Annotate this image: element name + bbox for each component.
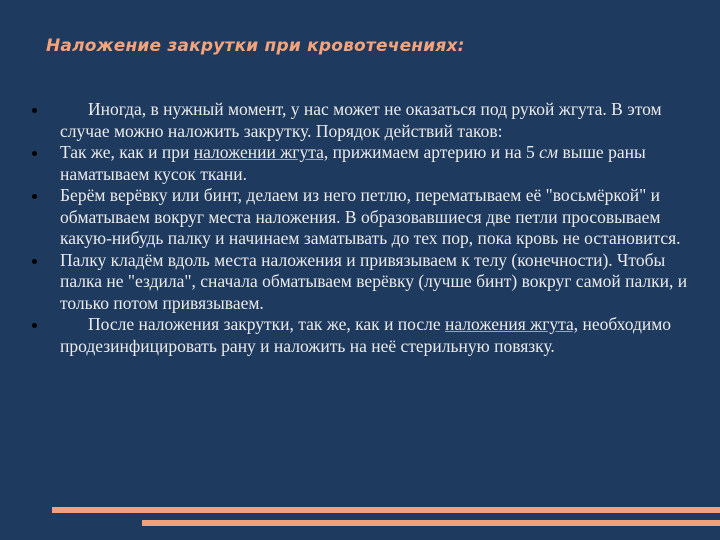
decorative-bar-top xyxy=(52,507,720,513)
bullet-text-3: Берём верёвку или бинт, делаем из него петлю, перематываем её "восьмёркой" и обматываем вокруг места наложения. В образовавшиеся две петли просовываем какую-нибудь палку и начинаем заматывать до тех пор, пока кровь не остановится. xyxy=(60,185,681,248)
tourniquet-link-2[interactable]: наложения жгута, xyxy=(445,314,579,334)
bullet-dot-icon xyxy=(32,259,37,264)
bullet-text-2-pre: Так же, как и при xyxy=(60,142,194,162)
bullet-item-2 xyxy=(32,142,692,185)
bullet-unit: см xyxy=(539,142,559,162)
bullet-text-2-mid: прижимаем артерию и на 5 xyxy=(328,142,540,162)
bullet-text-2-post: выше раны наматываем кусок ткани. xyxy=(60,142,646,184)
bullet-dot-icon xyxy=(32,108,37,113)
slide-title: Наложение закрутки при кровотечениях: xyxy=(46,36,465,56)
bullet-dot-icon xyxy=(32,151,37,156)
bullet-text-4: Палку кладём вдоль места наложения и привязываем к телу (конечности). Чтобы палка не "ездила", сначала обматываем верёвку (лучше бинт) вокруг самой палки, и только потом привязываем. xyxy=(60,249,688,313)
bullet-dot-icon xyxy=(32,194,37,199)
bullet-list xyxy=(32,99,692,357)
tourniquet-link[interactable]: наложении жгута, xyxy=(193,142,329,162)
bullet-dot-icon xyxy=(32,323,37,328)
bullet-item-5 xyxy=(32,314,692,357)
bullet-item-3 xyxy=(32,185,692,250)
bullet-item-4 xyxy=(32,250,692,315)
bullet-item-1 xyxy=(32,99,692,142)
bullet-text-1: Иногда, в нужный момент, у нас может не оказаться под рукой жгута. В этом случае можно наложить закрутку. Порядок действий таков: xyxy=(60,99,662,141)
bullet-text-5-pre: После наложения закрутки, так же, как и после xyxy=(88,314,445,334)
decorative-bar-bottom xyxy=(142,520,720,526)
bullet-text-5-post: необходимо продезинфицировать рану и наложить на неё стерильную повязку. xyxy=(60,314,672,356)
